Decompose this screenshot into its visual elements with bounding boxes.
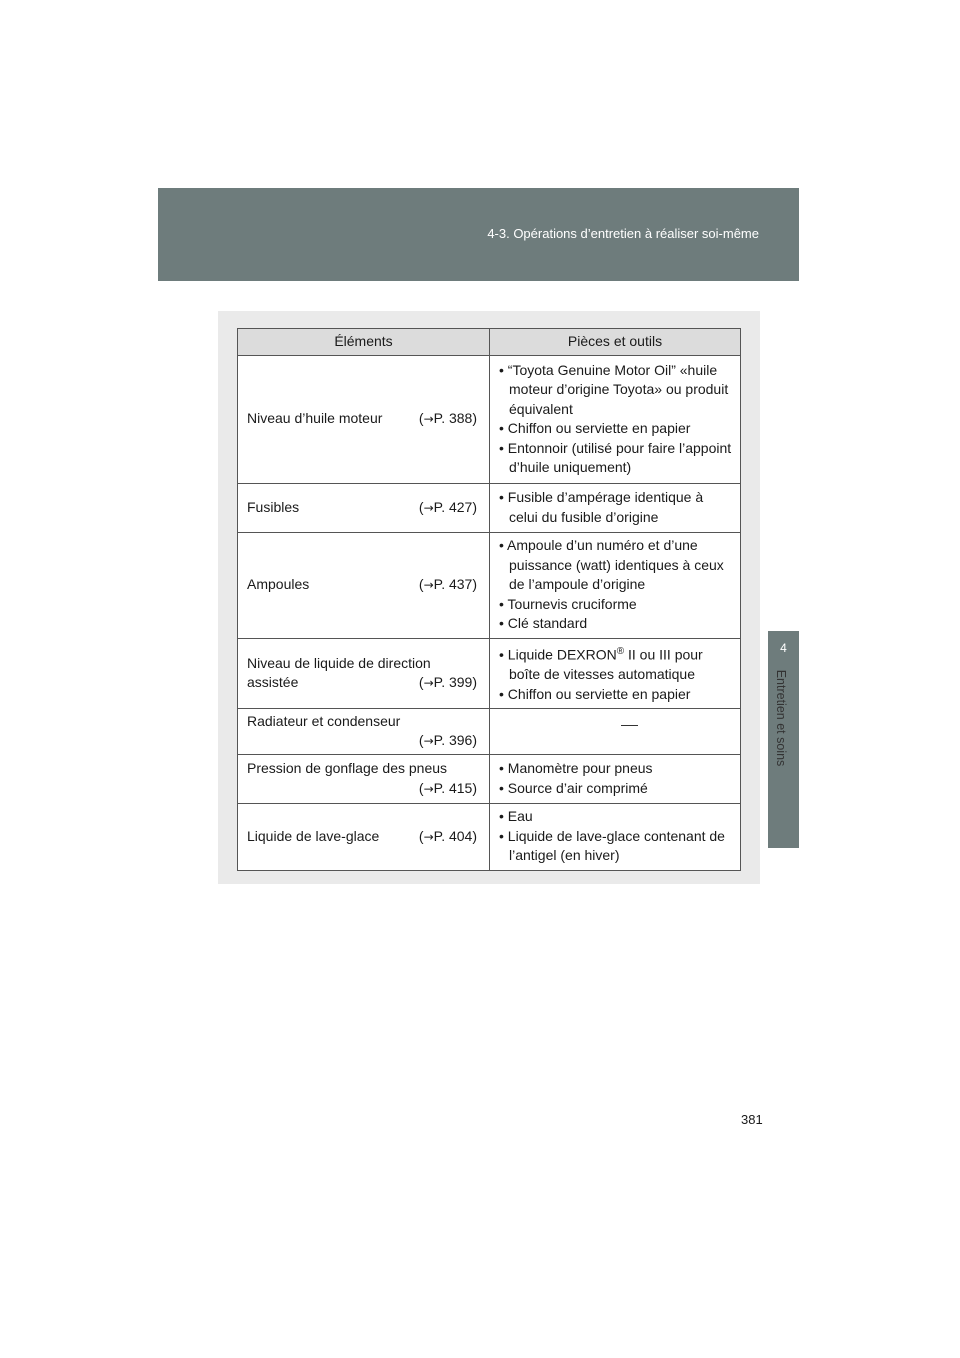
tool-item: • “Toyota Genuine Motor Oil” «huile moteur d’origine Toyota» ou produit équivalent bbox=[499, 361, 729, 417]
arrow-icon: → bbox=[423, 781, 434, 796]
table-header-row bbox=[238, 329, 741, 356]
item-line bbox=[247, 409, 477, 430]
section-title: 4-3. Opérations d’entretien à réaliser soi-même bbox=[487, 226, 759, 241]
tool-item: • Source d’air comprimé bbox=[499, 779, 648, 796]
tool-item: • Clé standard bbox=[499, 615, 588, 632]
tools-cell bbox=[490, 356, 741, 484]
empty-dash bbox=[621, 725, 638, 726]
item-label: Ampoules bbox=[247, 576, 310, 593]
tool-item: • Liquide de lave-glace contenant de l’antigel (en hiver) bbox=[499, 827, 725, 864]
item-line bbox=[247, 731, 477, 752]
item-line bbox=[247, 712, 477, 732]
tool-item: • Entonnoir (utilisé pour faire l’appoint d’huile uniquement) bbox=[499, 439, 732, 475]
item-cell bbox=[238, 639, 490, 709]
chapter-title: Entretien et soins bbox=[774, 669, 788, 767]
page-reference: (→P. 388) bbox=[418, 410, 477, 427]
item-line bbox=[247, 575, 477, 596]
item-line bbox=[247, 673, 477, 694]
page-reference: (→P. 404) bbox=[418, 827, 477, 844]
item-line bbox=[247, 779, 477, 800]
arrow-icon: → bbox=[423, 829, 434, 844]
column-header-items: Éléments bbox=[238, 329, 490, 356]
tool-item: • Ampoule d’un numéro et d’une puissance (watt) identiques à ceux de l’ampoule d’origine bbox=[499, 537, 724, 593]
tool-item: • Chiffon ou serviette en papier bbox=[499, 685, 691, 702]
arrow-icon: → bbox=[423, 676, 434, 691]
tool-item: • Liquide DEXRON® II ou III pour boîte de vitesses automatique bbox=[499, 646, 703, 683]
item-label: Pression de gonflage des pneus bbox=[247, 760, 448, 777]
header-band bbox=[158, 188, 799, 281]
item-line bbox=[247, 827, 477, 848]
tool-item: • Tournevis cruciforme bbox=[499, 595, 637, 612]
tools-cell bbox=[490, 804, 741, 871]
column-header-tools: Pièces et outils bbox=[490, 329, 741, 356]
table-row bbox=[238, 533, 741, 639]
item-label: Liquide de lave-glace bbox=[247, 827, 380, 844]
item-label: assistée bbox=[247, 674, 299, 691]
table-row bbox=[238, 804, 741, 871]
arrow-icon: → bbox=[423, 734, 434, 749]
arrow-icon: → bbox=[423, 412, 434, 427]
item-cell bbox=[238, 533, 490, 639]
page-reference: (→P. 399) bbox=[418, 674, 477, 691]
item-cell bbox=[238, 709, 490, 755]
tool-item: • Chiffon ou serviette en papier bbox=[499, 420, 691, 436]
item-label: Niveau d’huile moteur bbox=[247, 410, 383, 427]
page-reference: (→P. 415) bbox=[418, 779, 477, 796]
page-reference: (→P. 396) bbox=[418, 732, 477, 749]
item-cell bbox=[238, 804, 490, 871]
table-row bbox=[238, 755, 741, 804]
tool-item: • Fusible d’ampérage identique à celui du fusible d’origine bbox=[499, 489, 704, 525]
table-row bbox=[238, 484, 741, 533]
page-reference: (→P. 437) bbox=[418, 576, 477, 593]
page-reference: (→P. 427) bbox=[418, 498, 477, 515]
item-label: Fusibles bbox=[247, 498, 300, 515]
item-label: Radiateur et condenseur bbox=[247, 712, 401, 729]
tool-item: • Eau bbox=[499, 808, 533, 825]
tools-cell bbox=[490, 755, 741, 804]
tool-item: • Manomètre pour pneus bbox=[499, 760, 653, 777]
table-row bbox=[238, 709, 741, 755]
table-row bbox=[238, 639, 741, 709]
arrow-icon: → bbox=[423, 500, 434, 515]
item-cell bbox=[238, 484, 490, 533]
tools-cell bbox=[490, 639, 741, 709]
arrow-icon: → bbox=[423, 578, 434, 593]
item-cell bbox=[238, 356, 490, 484]
item-line bbox=[247, 654, 477, 674]
tools-cell-empty bbox=[490, 709, 741, 755]
tools-cell bbox=[490, 484, 741, 533]
parts-table bbox=[237, 328, 741, 871]
table-row bbox=[238, 356, 741, 484]
page-number: 381 bbox=[741, 1112, 763, 1127]
item-label: Niveau de liquide de direction bbox=[247, 654, 431, 671]
item-line bbox=[247, 759, 477, 779]
tools-cell bbox=[490, 533, 741, 639]
item-cell bbox=[238, 755, 490, 804]
chapter-number: 4 bbox=[780, 641, 787, 655]
item-line bbox=[247, 498, 477, 519]
